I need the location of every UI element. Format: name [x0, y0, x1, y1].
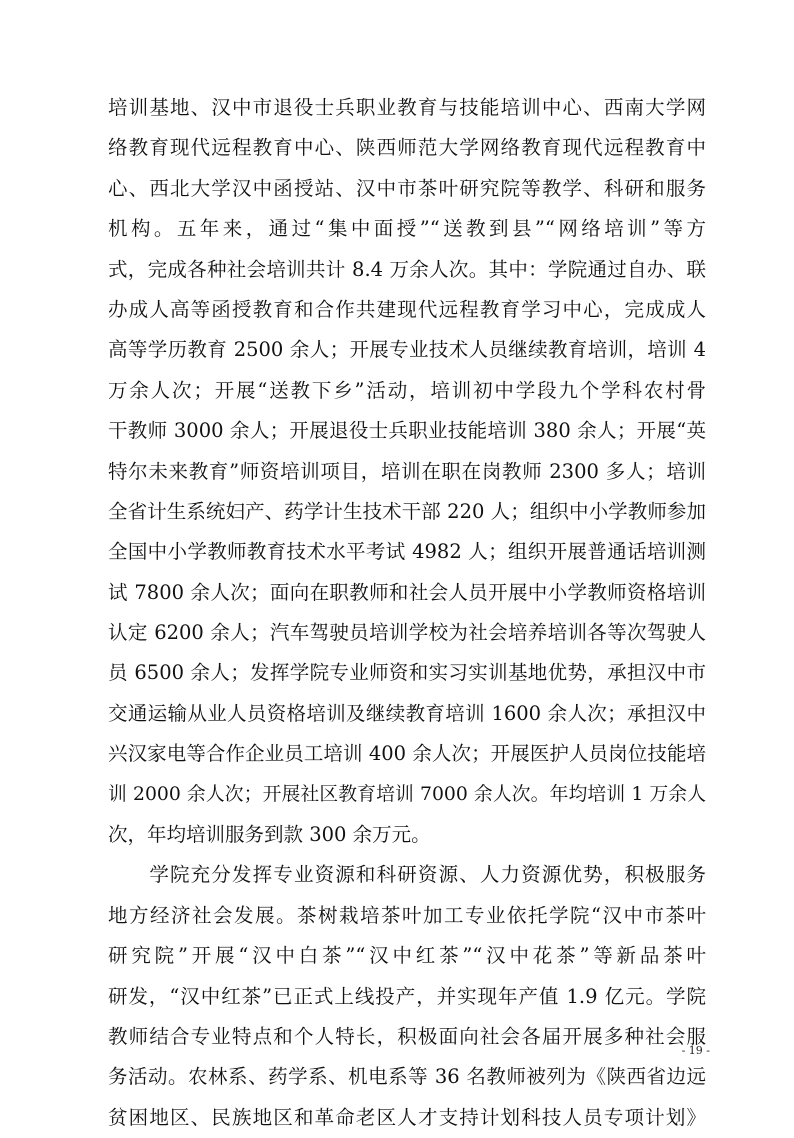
text-line: 心、西北大学汉中函授站、汉中市茶叶研究院等教学、科研和服务 [108, 176, 706, 200]
text-line: 机构。五年来，通过“集中面授”“送教到县”“网络培训”等方 [108, 217, 706, 241]
text-line: 培训基地、汉中市退役士兵职业教育与技能培训中心、西南大学网 [108, 96, 706, 119]
text-line: 式，完成各种社会培训共计 8.4 万余人次。其中：学院通过自办、联 [108, 257, 706, 281]
text-line: 交通运输从业人员资格培训及继续教育培训 1600 余人次；承担汉中 [108, 701, 706, 725]
text-line: 兴汉家电等合作企业员工培训 400 余人次；开展医护人员岗位技能培 [108, 742, 706, 766]
body-text [108, 88, 706, 1138]
text-line: 教师结合专业特点和个人特长，积极面向社会各届开展多种社会服 [108, 1024, 706, 1048]
text-line: 地方经济社会发展。茶树栽培茶叶加工专业依托学院“汉中市茶叶 [108, 903, 706, 927]
text-line: 办成人高等函授教育和合作共建现代远程教育学习中心，完成成人 [108, 297, 706, 321]
text-line: 干教师 3000 余人；开展退役士兵职业技能培训 380 余人；开展“英 [108, 419, 706, 443]
text-line: 训 2000 余人次；开展社区教育培训 7000 余人次。年均培训 1 万余人 [108, 783, 706, 805]
text-line: 员 6500 余人；发挥学院专业师资和实习实训基地优势，承担汉中市 [108, 661, 706, 685]
text-line: 络教育现代远程教育中心、陕西师范大学网络教育现代远程教育中 [108, 136, 706, 160]
text-line: 学院充分发挥专业资源和科研资源、人力资源优势，积极服务 [108, 863, 706, 887]
text-line: 全国中小学教师教育技术水平考试 4982 人；组织开展普通话培训测 [108, 540, 706, 564]
paragraph-2 [108, 855, 706, 1138]
text-line: 高等学历教育 2500 余人；开展专业技术人员继续教育培训，培训 4 [108, 338, 706, 362]
text-line: 次，年均培训服务到款 300 余万元。 [108, 823, 431, 847]
text-line: 贫困地区、民族地区和革命老区人才支持计划科技人员专项计划》 [108, 1105, 706, 1129]
text-line: 全省计生系统妇产、药学计生技术干部 220 人；组织中小学教师参加 [108, 499, 706, 523]
text-line: 研发，“汉中红茶”已正式上线投产，并实现年产值 1.9 亿元。学院 [108, 984, 706, 1008]
paragraph-1 [108, 88, 706, 855]
text-line: 认定 6200 余人；汽车驾驶员培训学校为社会培养培训各等次驾驶人 [108, 621, 706, 645]
text-line: 务活动。农林系、药学系、机电系等 36 名教师被列为《陕西省边远 [108, 1065, 706, 1089]
page-number: - 19 - [681, 1044, 710, 1057]
text-line: 万余人次；开展“送教下乡”活动，培训初中学段九个学科农村骨 [108, 378, 706, 402]
text-line: 特尔未来教育”师资培训项目，培训在职在岗教师 2300 多人；培训 [108, 459, 706, 483]
text-line: 研究院”开展“汉中白茶”“汉中红茶”“汉中花茶”等新品茶叶 [108, 944, 706, 968]
text-line: 试 7800 余人次；面向在职教师和社会人员开展中小学教师资格培训 [108, 580, 706, 604]
